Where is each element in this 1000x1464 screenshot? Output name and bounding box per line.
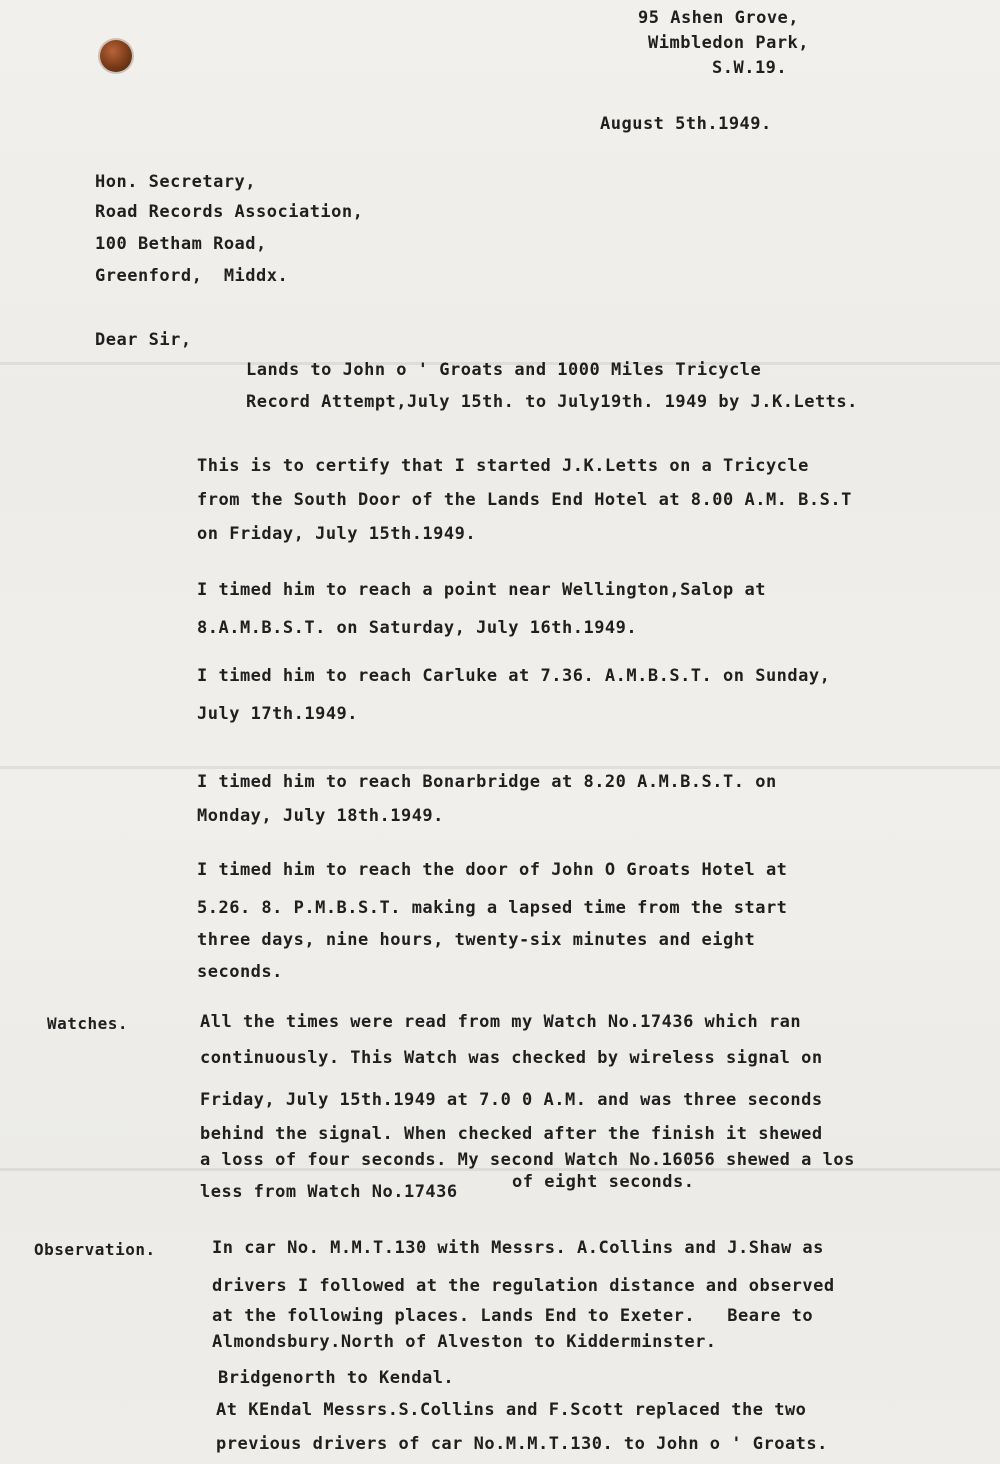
watches-line: Friday, July 15th.1949 at 7.0 0 A.M. and was three seconds bbox=[200, 1090, 823, 1110]
body-line: three days, nine hours, twenty-six minutes and eight bbox=[197, 930, 756, 950]
subject-line-1: Lands to John o ' Groats and 1000 Miles Tricycle bbox=[246, 360, 762, 380]
recipient-line-3: 100 Betham Road, bbox=[95, 234, 267, 254]
watches-line: behind the signal. When checked after the finish it shewed bbox=[200, 1124, 823, 1144]
observation-line: at the following places. Lands End to Exeter. Beare to bbox=[212, 1306, 814, 1326]
body-line: I timed him to reach Bonarbridge at 8.20 A.M.B.S.T. on bbox=[197, 772, 777, 792]
body-line: 5.26. 8. P.M.B.S.T. making a lapsed time from the start bbox=[197, 898, 788, 918]
observation-label: Observation. bbox=[34, 1240, 156, 1259]
recipient-line-4: Greenford, Middx. bbox=[95, 266, 289, 286]
watches-line: a loss of four seconds. My second Watch No.16056 shewed a los bbox=[200, 1150, 855, 1170]
observation-line: Almondsbury.North of Alveston to Kidderminster. bbox=[212, 1332, 717, 1352]
observation-line: drivers I followed at the regulation distance and observed bbox=[212, 1276, 835, 1296]
body-line: on Friday, July 15th.1949. bbox=[197, 524, 477, 544]
rust-pin-mark bbox=[100, 40, 132, 72]
body-line: This is to certify that I started J.K.Letts on a Tricycle bbox=[197, 456, 809, 476]
letter-date: August 5th.1949. bbox=[600, 114, 772, 134]
body-line: Monday, July 18th.1949. bbox=[197, 806, 444, 826]
salutation: Dear Sir, bbox=[95, 330, 192, 350]
watches-line: of eight seconds. bbox=[512, 1172, 695, 1192]
observation-line: previous drivers of car No.M.M.T.130. to John o ' Groats. bbox=[216, 1434, 828, 1454]
address-line-1: 95 Ashen Grove, bbox=[638, 8, 800, 28]
watches-label: Watches. bbox=[47, 1014, 129, 1033]
observation-line: At KEndal Messrs.S.Collins and F.Scott replaced the two bbox=[216, 1400, 807, 1420]
watches-line: All the times were read from my Watch No.17436 which ran bbox=[200, 1012, 802, 1032]
body-line: seconds. bbox=[197, 962, 283, 982]
address-line-3: S.W.19. bbox=[712, 58, 788, 78]
address-line-2: Wimbledon Park, bbox=[648, 33, 810, 53]
recipient-line-2: Road Records Association, bbox=[95, 202, 364, 222]
recipient-line-1: Hon. Secretary, bbox=[95, 172, 257, 192]
body-line: from the South Door of the Lands End Hotel at 8.00 A.M. B.S.T bbox=[197, 490, 852, 510]
body-line: I timed him to reach a point near Wellington,Salop at bbox=[197, 580, 766, 600]
watches-line: continuously. This Watch was checked by wireless signal on bbox=[200, 1048, 823, 1068]
observation-line: Bridgenorth to Kendal. bbox=[218, 1368, 455, 1388]
watches-line: less from Watch No.17436 bbox=[200, 1182, 458, 1202]
paper-fold bbox=[0, 766, 1000, 769]
body-line: July 17th.1949. bbox=[197, 704, 359, 724]
observation-line: In car No. M.M.T.130 with Messrs. A.Collins and J.Shaw as bbox=[212, 1238, 824, 1258]
body-line: 8.A.M.B.S.T. on Saturday, July 16th.1949. bbox=[197, 618, 638, 638]
subject-line-2: Record Attempt,July 15th. to July19th. 1949 by J.K.Letts. bbox=[246, 392, 858, 412]
body-line: I timed him to reach the door of John O Groats Hotel at bbox=[197, 860, 788, 880]
body-line: I timed him to reach Carluke at 7.36. A.M.B.S.T. on Sunday, bbox=[197, 666, 831, 686]
